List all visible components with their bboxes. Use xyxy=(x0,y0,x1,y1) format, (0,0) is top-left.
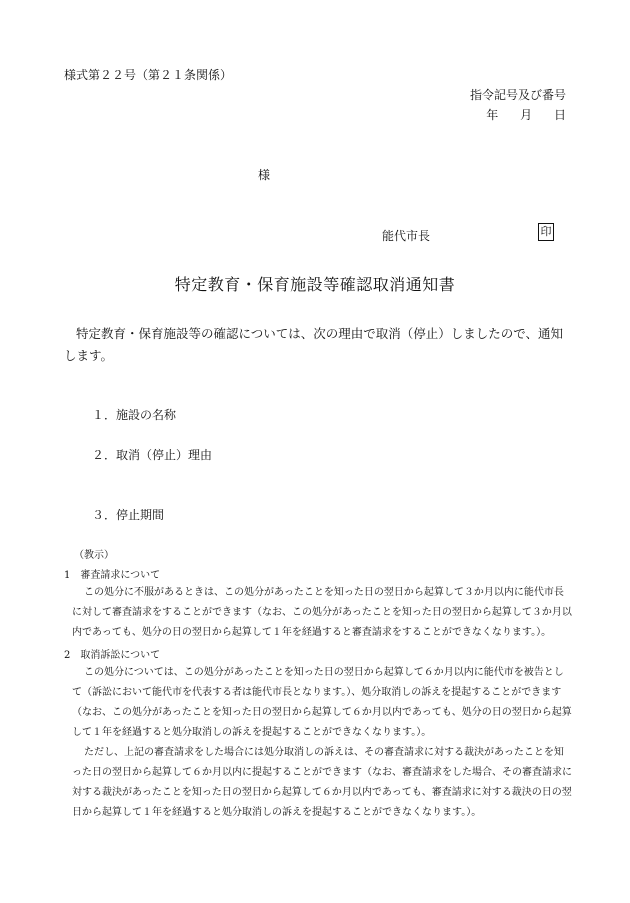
date-month: 月 xyxy=(520,108,533,122)
date-year: 年 xyxy=(486,108,499,122)
section-text-revocation-suit-proviso: ただし、上記の審査請求をした場合には処分取消しの訴えは、その審査請求に対する裁決があったことを知った日の翌日から起算して６か月以内に提起することができます（なお、審査請求をした場合、その審査請求に対する裁決があったことを知った日の翌日から起算して６か月以内であっても、審査請求に対する裁決の日の翌日から起算して１年を経過すると処分取消しの訴えを提起することができなくなります。）。 xyxy=(72,747,572,818)
body-text: 特定教育・保育施設等の確認については、次の理由で取消（停止）しましたので、通知します。 xyxy=(64,326,564,363)
form-number: 様式第２２号（第２１条関係） xyxy=(64,68,233,82)
section-heading-review-request: 1 審査請求について xyxy=(64,570,161,581)
section-heading-revocation-suit: 2 取消訴訟について xyxy=(64,650,161,661)
seal-mark: 印 xyxy=(538,223,554,241)
issuer-name: 能代市長 xyxy=(382,229,431,243)
section-text-revocation-suit: この処分については、この処分があったことを知った日の翌日から起算して６か月以内に能代市を被告として（訴訟において能代市を代表する者は能代市長となります。）、処分取消しの訴えを提起することができます（なお、この処分があったことを知った日の翌日から起算して６か月以内であっても、処分の日の翌日から起算して１年を経過すると処分取消しの訴えを提起することができなくなります。）。 xyxy=(72,667,572,738)
section-text-review-request: この処分に不服があるときは、この処分があったことを知った日の翌日から起算して３か月以内に能代市長に対して審査請求をすることができます（なお、この処分があったことを知った日の翌日から起算して３か月以内であっても、処分の日の翌日から起算して１年を経過すると審査請求をすることができなくなります。）。 xyxy=(72,587,572,638)
date-line xyxy=(486,106,566,123)
document-title: 特定教育・保育施設等確認取消通知書 xyxy=(174,275,456,294)
reference-label: 指令記号及び番号 xyxy=(469,88,566,102)
date-day: 日 xyxy=(553,108,566,122)
item-suspension-period: ３．停止期間 xyxy=(92,508,165,522)
item-facility-name: １．施設の名称 xyxy=(92,408,177,422)
item-revocation-reason: ２．取消（停止）理由 xyxy=(92,448,213,462)
addressee-suffix: 様 xyxy=(258,168,271,182)
notice-heading: （教示） xyxy=(74,550,114,561)
